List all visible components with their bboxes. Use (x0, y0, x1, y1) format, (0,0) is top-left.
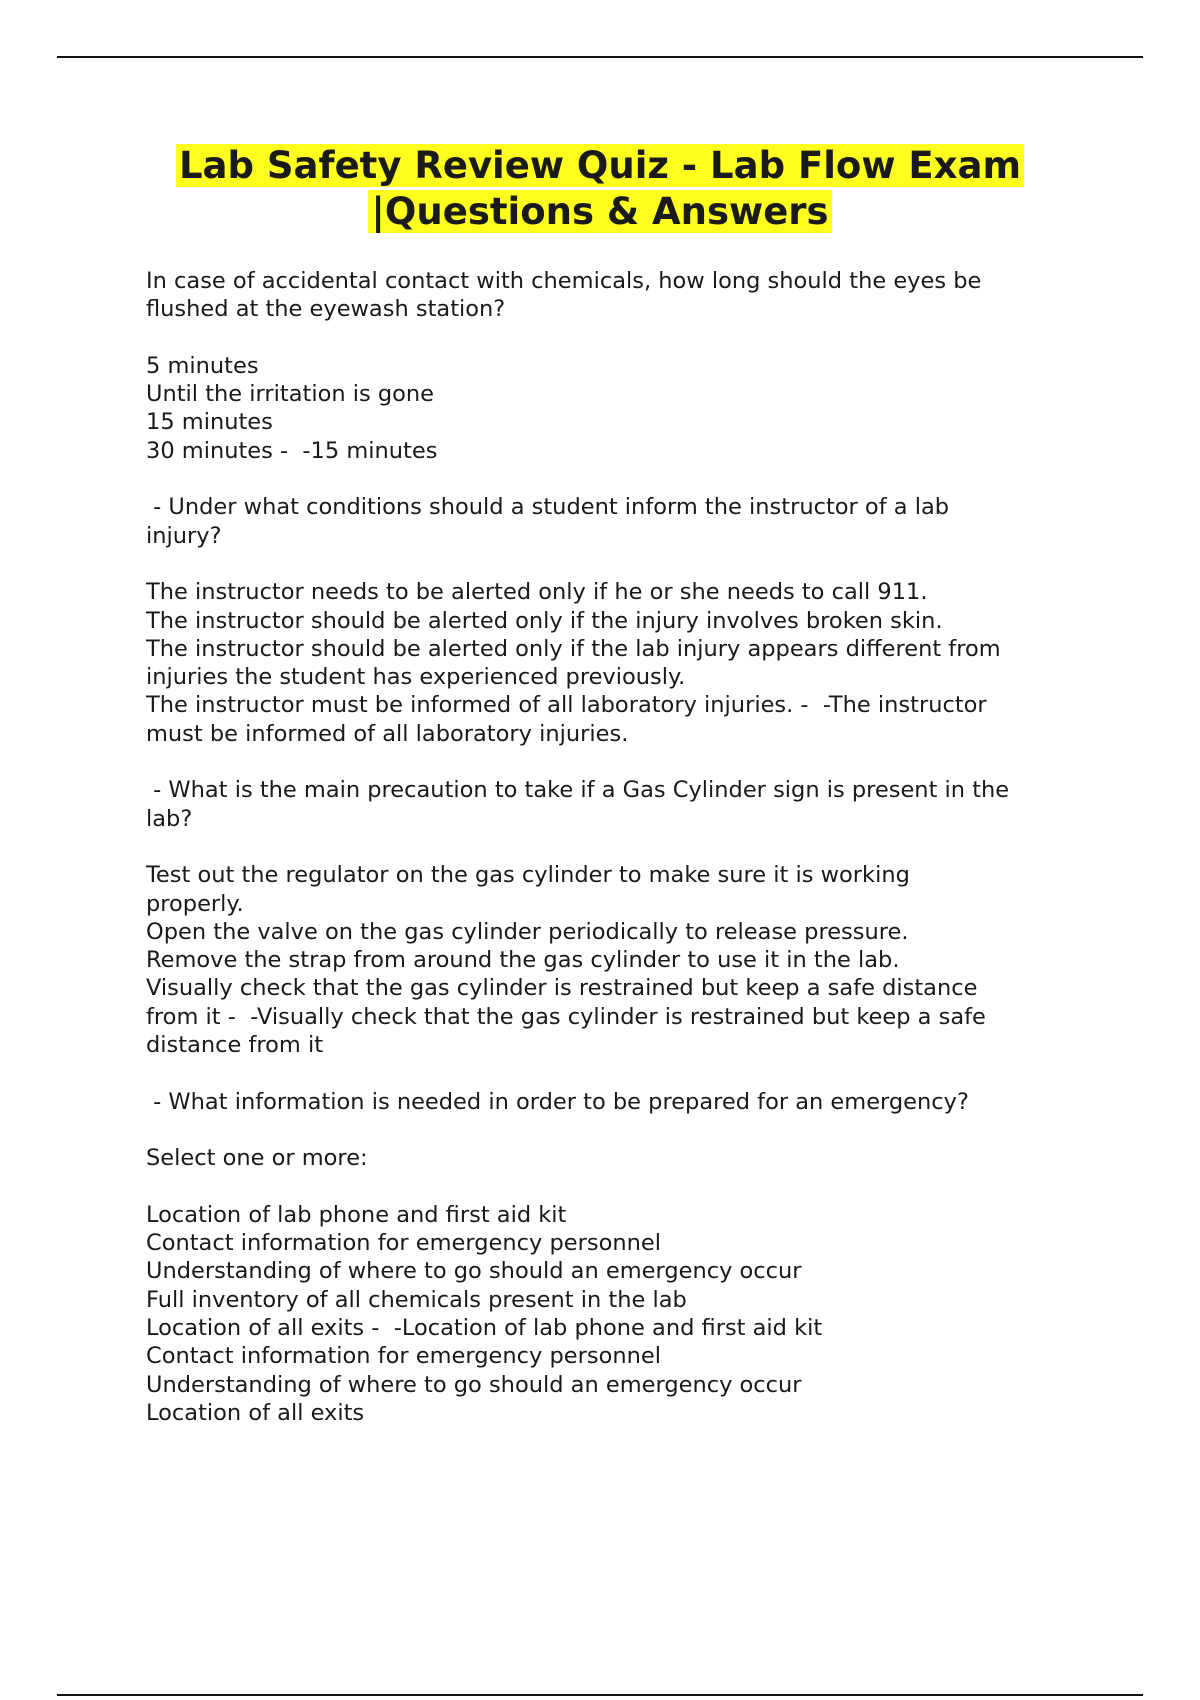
text-line: Location of lab phone and first aid kit (146, 1201, 567, 1228)
paragraph-gap (146, 1173, 1086, 1201)
text-line: Until the irritation is gone (146, 381, 435, 408)
text-line: injury? (146, 522, 222, 549)
text-line: Remove the strap from around the gas cylinder to use it in the lab. (146, 947, 900, 974)
text-line: Understanding of where to go should an emergency occur (146, 1258, 802, 1285)
header-rule (57, 56, 1143, 58)
text-line: In case of accidental contact with chemicals, how long should the eyes be (146, 268, 982, 294)
text-line: Full inventory of all chemicals present in the lab (146, 1286, 687, 1313)
text-line: Open the valve on the gas cylinder periodically to release pressure. (146, 918, 909, 945)
text-line: 30 minutes - -15 minutes (146, 437, 438, 464)
title-line-2: |Questions & Answers (368, 190, 831, 233)
text-line: Understanding of where to go should an emergency occur (146, 1371, 802, 1398)
paragraph-gap (146, 465, 1086, 493)
page-title (100, 143, 1100, 235)
text-block (146, 1144, 1086, 1172)
text-line: The instructor must be informed of all laboratory injuries. - -The instructor (146, 692, 987, 719)
text-line: The instructor should be alerted only if the lab injury appears different from (146, 635, 1001, 662)
text-line: from it - -Visually check that the gas cylinder is restrained but keep a safe (146, 1003, 986, 1030)
text-line: 5 minutes (146, 352, 259, 379)
text-block (146, 776, 1086, 833)
text-block (146, 1088, 1086, 1116)
paragraph-gap (146, 550, 1086, 578)
paragraph-gap (146, 833, 1086, 861)
text-line: - Under what conditions should a student inform the instructor of a lab (146, 494, 950, 521)
paragraph-gap (146, 1116, 1086, 1144)
text-line: 15 minutes (146, 409, 273, 436)
text-line: Location of all exits (146, 1399, 365, 1426)
text-line: The instructor should be alerted only if the injury involves broken skin. (146, 607, 943, 634)
text-line: flushed at the eyewash station? (146, 296, 506, 323)
text-block (146, 861, 1086, 1059)
text-line: distance from it (146, 1032, 324, 1059)
text-line: injuries the student has experienced previously. (146, 664, 686, 691)
text-line: Contact information for emergency personnel (146, 1343, 661, 1370)
text-line: Test out the regulator on the gas cylinder to make sure it is working (146, 862, 910, 889)
text-block (146, 578, 1086, 748)
text-line: - What information is needed in order to be prepared for an emergency? (146, 1088, 969, 1115)
text-block (146, 267, 1086, 324)
paragraph-gap (146, 748, 1086, 776)
text-line: must be informed of all laboratory injuries. (146, 720, 629, 747)
paragraph-gap (146, 1059, 1086, 1087)
paragraph-gap (146, 324, 1086, 352)
title-line-1: Lab Safety Review Quiz - Lab Flow Exam (176, 144, 1024, 187)
document-body (146, 267, 1086, 1427)
text-block (146, 493, 1086, 550)
text-line: Location of all exits - -Location of lab phone and first aid kit (146, 1314, 823, 1341)
text-line: Visually check that the gas cylinder is restrained but keep a safe distance (146, 975, 978, 1002)
text-line: - What is the main precaution to take if a Gas Cylinder sign is present in the (146, 777, 1010, 804)
text-block (146, 352, 1086, 465)
footer-rule (57, 1694, 1143, 1696)
text-line: lab? (146, 805, 193, 832)
text-line: Select one or more: (146, 1145, 368, 1172)
text-line: Contact information for emergency personnel (146, 1230, 661, 1257)
text-line: The instructor needs to be alerted only if he or she needs to call 911. (146, 579, 928, 606)
text-block (146, 1201, 1086, 1427)
text-line: properly. (146, 890, 244, 917)
